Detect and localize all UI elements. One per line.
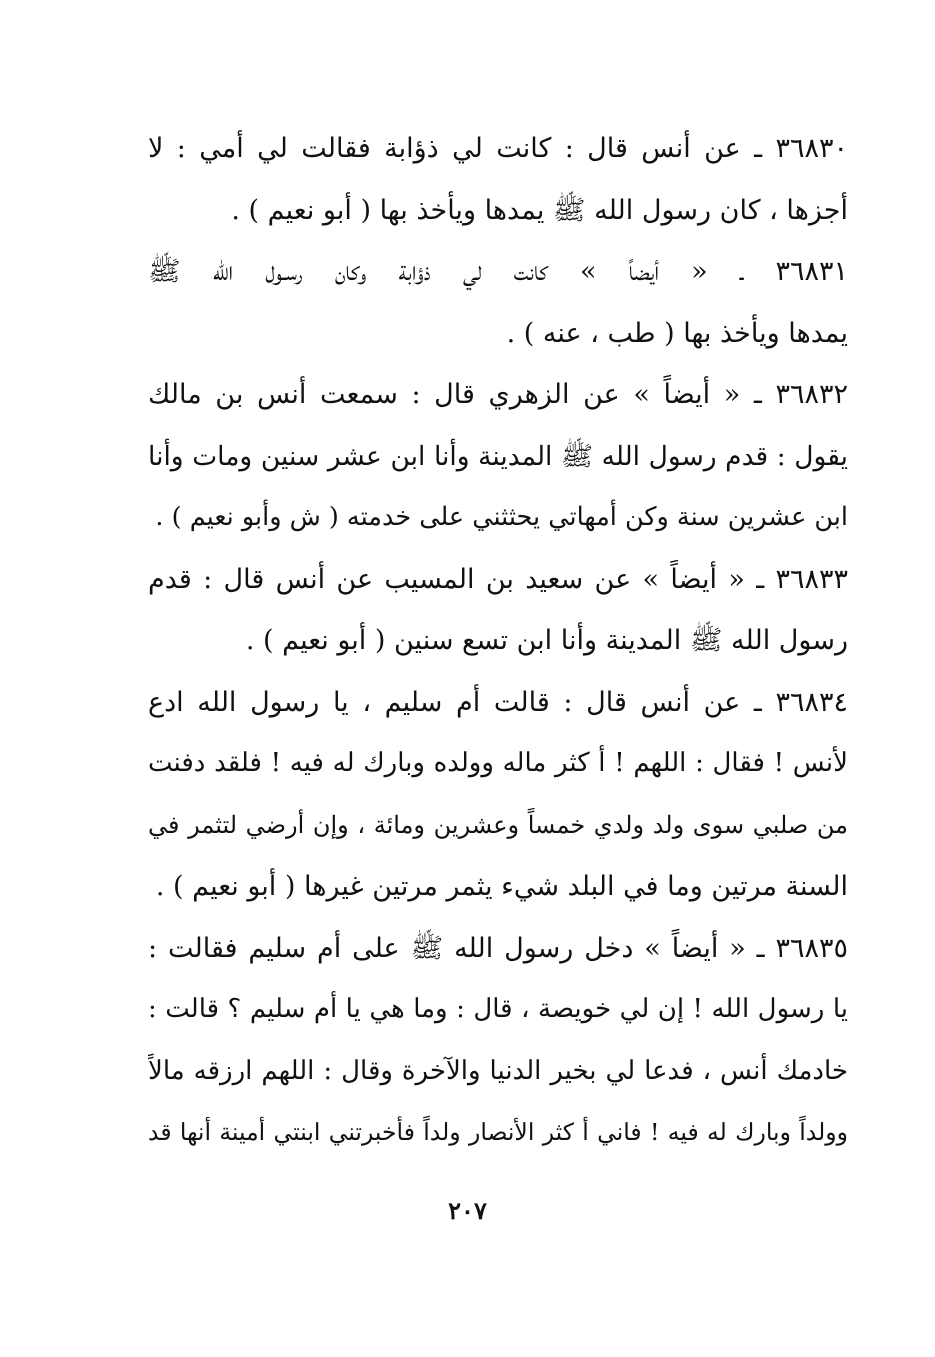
hadith-paragraph-36833 [148,549,848,672]
hadith-text-block [148,118,848,1164]
hadith-paragraph-36834 [148,672,848,918]
text-line: ٣٦٨٣٤ ـ عن أنس قال : قالت أم سليم ، يا رسول الله ادع [148,686,848,718]
page-number: ٢٠٧ [448,1196,487,1225]
text-line: ٣٦٨٣١ ـ « أيضاً » كانت لي ذؤابة وكان رسـول الله ﷺ [148,256,848,287]
text-line: يقول : قدم رسول الله ﷺ المدينة وأنا ابن عشر سنين ومات وأنا [148,440,848,472]
text-line: يمدها ويأخذ بها ( طب ، عنه ) . [506,317,848,349]
text-line: ٣٦٨٣٥ ـ « أيضاً » دخل رسول الله ﷺ على أم سليم فقالت : [148,932,848,964]
hadith-paragraph-36832 [148,364,848,549]
text-line: أجزها ، كان رسول الله ﷺ يمدها ويأخذ بها ( أبو نعيم ) . [231,194,848,226]
text-line: من صلبي سوى ولد ولدي خمساً وعشرين ومائة ، وإن أرضي لتثمر في [148,810,848,839]
text-line: وولداً وبارك له فيه ! فاني أ كثر الأنصار ولداً فأخبرتني ابنتي أمينة أنها قد [148,1118,848,1146]
text-line: خادمك أنس ، فدعا لي بخير الدنيا والآخرة وقال : اللهم ارزقه مالاً [148,1055,848,1086]
text-line: ابن عشرين سنة وكن أمهاتي يحثثني على خدمته ( ش وأبو نعيم ) . [155,502,848,532]
text-line: السنة مرتين وما في البلد شيء يثمر مرتين غيرها ( أبو نعيم ) . [155,871,848,902]
text-line: رسول الله ﷺ المدينة وأنا ابن تسع سنين ( أبو نعيم ) . [245,625,848,656]
hadith-paragraph-36835 [148,918,848,1164]
hadith-paragraph-36831 [148,241,848,364]
text-line: ٣٦٨٣٢ ـ « أيضاً » عن الزهري قال : سمعت أنس بن مالك [148,379,848,410]
hadith-paragraph-36830 [148,118,848,241]
text-line: يا رسول الله ! إن لي خويصة ، قال : وما هي يا أم سليم ؟ قالت : [148,994,848,1024]
text-line: ٣٦٨٣٣ ـ « أيضاً » عن سعيد بن المسيب عن أنس قال : قدم [148,563,848,595]
text-line: لأنس ! فقال : اللهم ! أ كثر ماله وولده وبارك له فيه ! فلقد دفنت [148,748,848,778]
text-line: ٣٦٨٣٠ ـ عن أنس قال : كانت لي ذؤابة فقالت لي أمي : لا [148,133,848,164]
